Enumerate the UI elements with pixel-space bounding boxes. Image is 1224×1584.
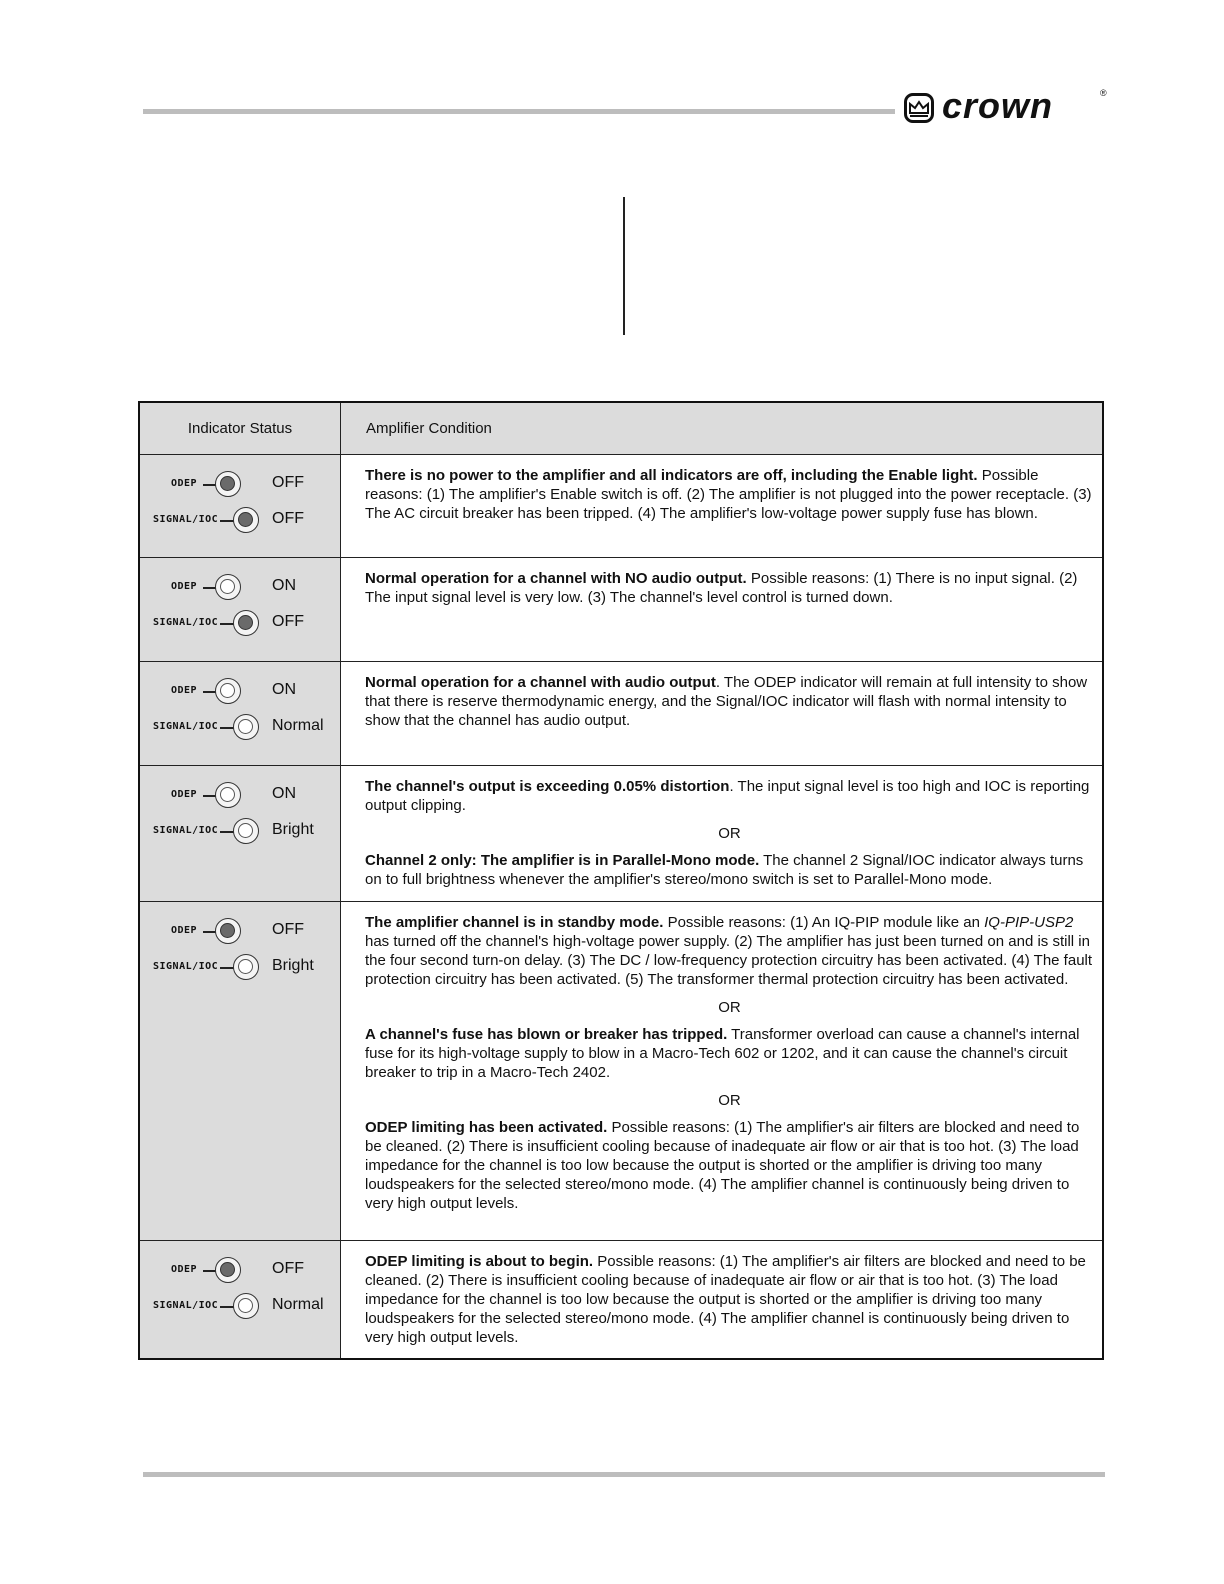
odep-indicator-row [140, 572, 340, 602]
signal-indicator-row [140, 712, 340, 742]
indicator-cell [139, 662, 341, 766]
condition-text: . The input signal level is too high and IOC is reporting output clipping. [365, 778, 1090, 814]
indicator-cell [139, 1241, 341, 1359]
odep-label: ODEP [171, 789, 198, 800]
condition-heading: Channel 2 only: The amplifier is in Parallel-Mono mode. [365, 852, 760, 869]
indicator-cell [139, 902, 341, 1241]
module-name: IQ-PIP-USP2 [984, 914, 1074, 931]
condition-text-cont: has turned off the channel's high-voltage power supply. (2) The amplifier has just been turned on and is still in the four second turn-on delay. (3) The DC / low-frequency protection circuitry has been activated. (4) The fault protection circuitry has been activated. (5) The transformer thermal protection circuitry has been activated. [365, 933, 1093, 988]
indicator-group [140, 469, 340, 541]
table-row [139, 455, 1103, 558]
odep-indicator-row [140, 916, 340, 946]
signal-led-icon [233, 714, 259, 740]
signal-leader-line [220, 623, 234, 625]
signal-leader-line [220, 727, 234, 729]
indicator-group [140, 676, 340, 748]
odep-label: ODEP [171, 478, 198, 489]
signal-label: SIGNAL/IOC [153, 961, 219, 972]
indicator-group [140, 572, 340, 644]
indicator-status-header: Indicator Status [139, 402, 341, 455]
amplifier-condition-header: Amplifier Condition [341, 402, 1104, 455]
column-divider [623, 197, 625, 335]
signal-leader-line [220, 831, 234, 833]
odep-led-icon [215, 1257, 241, 1283]
signal-leader-line [220, 520, 234, 522]
signal-led-icon [233, 818, 259, 844]
indicator-cell [139, 766, 341, 902]
signal-led-icon [233, 954, 259, 980]
or-separator: OR [718, 1092, 741, 1109]
odep-indicator-row [140, 780, 340, 810]
odep-label: ODEP [171, 581, 198, 592]
odep-led-icon [215, 918, 241, 944]
signal-indicator-row [140, 505, 340, 535]
registered-mark: ® [1100, 88, 1107, 98]
condition-heading: Normal operation for a channel with NO audio output. [365, 570, 747, 587]
signal-state: OFF [272, 510, 304, 527]
odep-state: ON [272, 681, 296, 698]
brand-wordmark: crown [942, 85, 1054, 126]
condition-paragraph [365, 1252, 1094, 1347]
condition-paragraph [365, 466, 1094, 523]
condition-text: . The ODEP indicator will remain at full intensity to show that there is reserve thermodynamic energy, and the Signal/IOC indicator will flash with normal intensity to show that the channel has audio output. [365, 674, 1088, 729]
condition-heading: The channel's output is exceeding 0.05% distortion [365, 778, 730, 795]
odep-indicator-row [140, 469, 340, 499]
signal-leader-line [220, 1306, 234, 1308]
condition-heading: There is no power to the amplifier and all indicators are off, including the Enable light. [365, 467, 978, 484]
table-row [139, 558, 1103, 662]
signal-state: OFF [272, 613, 304, 630]
indicator-cell [139, 455, 341, 558]
signal-state: Bright [272, 821, 314, 838]
odep-state: ON [272, 577, 296, 594]
odep-label: ODEP [171, 925, 198, 936]
indicator-status-table [138, 401, 1104, 1360]
odep-indicator-row [140, 676, 340, 706]
odep-led-icon [215, 471, 241, 497]
signal-label: SIGNAL/IOC [153, 617, 219, 628]
signal-indicator-row [140, 816, 340, 846]
condition-heading: A channel's fuse has blown or breaker has tripped. [365, 1026, 728, 1043]
signal-state: Normal [272, 1296, 324, 1313]
condition-cell [341, 455, 1104, 558]
table-row [139, 662, 1103, 766]
footer-rule [143, 1472, 1105, 1477]
signal-state: Normal [272, 717, 324, 734]
signal-led-icon [233, 610, 259, 636]
condition-paragraph [365, 673, 1094, 730]
odep-indicator-row [140, 1255, 340, 1285]
condition-text: Possible reasons: (1) There is no input signal. (2) The input signal level is very low. (3) The channel's level control is turned down. [365, 570, 1078, 606]
condition-paragraph [365, 1118, 1094, 1213]
or-separator: OR [718, 825, 741, 842]
condition-text: Possible reasons: (1) The amplifier's air filters are blocked and need to be cleaned. (2) There is insufficient cooling because of inadequate air flow or air that is too hot. (3) The load impedance for the channel is too low because the output is shorted or the amplifier is driving too many loudspeakers for the selected stereo/mono mode. (4) The amplifier channel is continuously being driven to very high output levels. [365, 1119, 1080, 1212]
condition-text: Possible reasons: (1) The amplifier's air filters are blocked and need to be cleaned. (2) There is insufficient cooling because of inadequate air flow or air that is too hot. (3) The load impedance for the channel is too low because the output is shorted or the amplifier is driving too many loudspeakers for the selected stereo/mono mode. (4) The amplifier channel is continuously being driven to very high output levels. [365, 1253, 1086, 1346]
signal-state: Bright [272, 957, 314, 974]
condition-paragraph [365, 851, 1094, 889]
signal-label: SIGNAL/IOC [153, 825, 219, 836]
crown-logo [902, 85, 1108, 126]
signal-label: SIGNAL/IOC [153, 1300, 219, 1311]
condition-heading: Normal operation for a channel with audio output [365, 674, 716, 691]
condition-cell [341, 662, 1104, 766]
odep-label: ODEP [171, 1264, 198, 1275]
condition-heading: The amplifier channel is in standby mode. [365, 914, 664, 931]
indicator-group [140, 1255, 340, 1327]
signal-indicator-row [140, 1291, 340, 1321]
indicator-group [140, 780, 340, 852]
condition-paragraph [365, 1025, 1094, 1082]
header-rule [143, 109, 895, 114]
indicator-group [140, 916, 340, 988]
condition-paragraph [365, 777, 1094, 815]
or-separator: OR [718, 999, 741, 1016]
table-header-row [139, 402, 1103, 455]
condition-heading: ODEP limiting has been activated. [365, 1119, 608, 1136]
table-row [139, 1241, 1103, 1359]
signal-indicator-row [140, 608, 340, 638]
signal-led-icon [233, 507, 259, 533]
table-row [139, 902, 1103, 1241]
condition-heading: ODEP limiting is about to begin. [365, 1253, 594, 1270]
signal-led-icon [233, 1293, 259, 1319]
odep-led-icon [215, 574, 241, 600]
condition-text: Transformer overload can cause a channel's internal fuse for its high-voltage supply to blow in a Macro-Tech 602 or 1202, and it can cause the channel's circuit breaker to trip in a Macro-Tech 2402. [365, 1026, 1080, 1081]
odep-state: OFF [272, 474, 304, 491]
condition-text: The channel 2 Signal/IOC indicator always turns on to full brightness whenever the amplifier's stereo/mono switch is set to Parallel-Mono mode. [365, 852, 1084, 888]
condition-paragraph [365, 569, 1094, 607]
odep-label: ODEP [171, 685, 198, 696]
odep-state: OFF [272, 921, 304, 938]
signal-indicator-row [140, 952, 340, 982]
signal-leader-line [220, 967, 234, 969]
condition-cell [341, 766, 1104, 902]
table-row [139, 766, 1103, 902]
indicator-cell [139, 558, 341, 662]
odep-led-icon [215, 678, 241, 704]
condition-text: Possible reasons: (1) An IQ-PIP module like an [663, 914, 985, 931]
odep-led-icon [215, 782, 241, 808]
condition-cell [341, 558, 1104, 662]
condition-cell [341, 902, 1104, 1241]
odep-state: OFF [272, 1260, 304, 1277]
crown-icon [904, 93, 934, 123]
odep-state: ON [272, 785, 296, 802]
condition-text: Possible reasons: (1) The amplifier's Enable switch is off. (2) The amplifier is not plugged into the power receptacle. (3) The AC circuit breaker has been tripped. (4) The amplifier's low-voltage power supply fuse has blown. [365, 467, 1092, 522]
condition-cell [341, 1241, 1104, 1359]
condition-paragraph [365, 913, 1094, 989]
signal-label: SIGNAL/IOC [153, 721, 219, 732]
signal-label: SIGNAL/IOC [153, 514, 219, 525]
